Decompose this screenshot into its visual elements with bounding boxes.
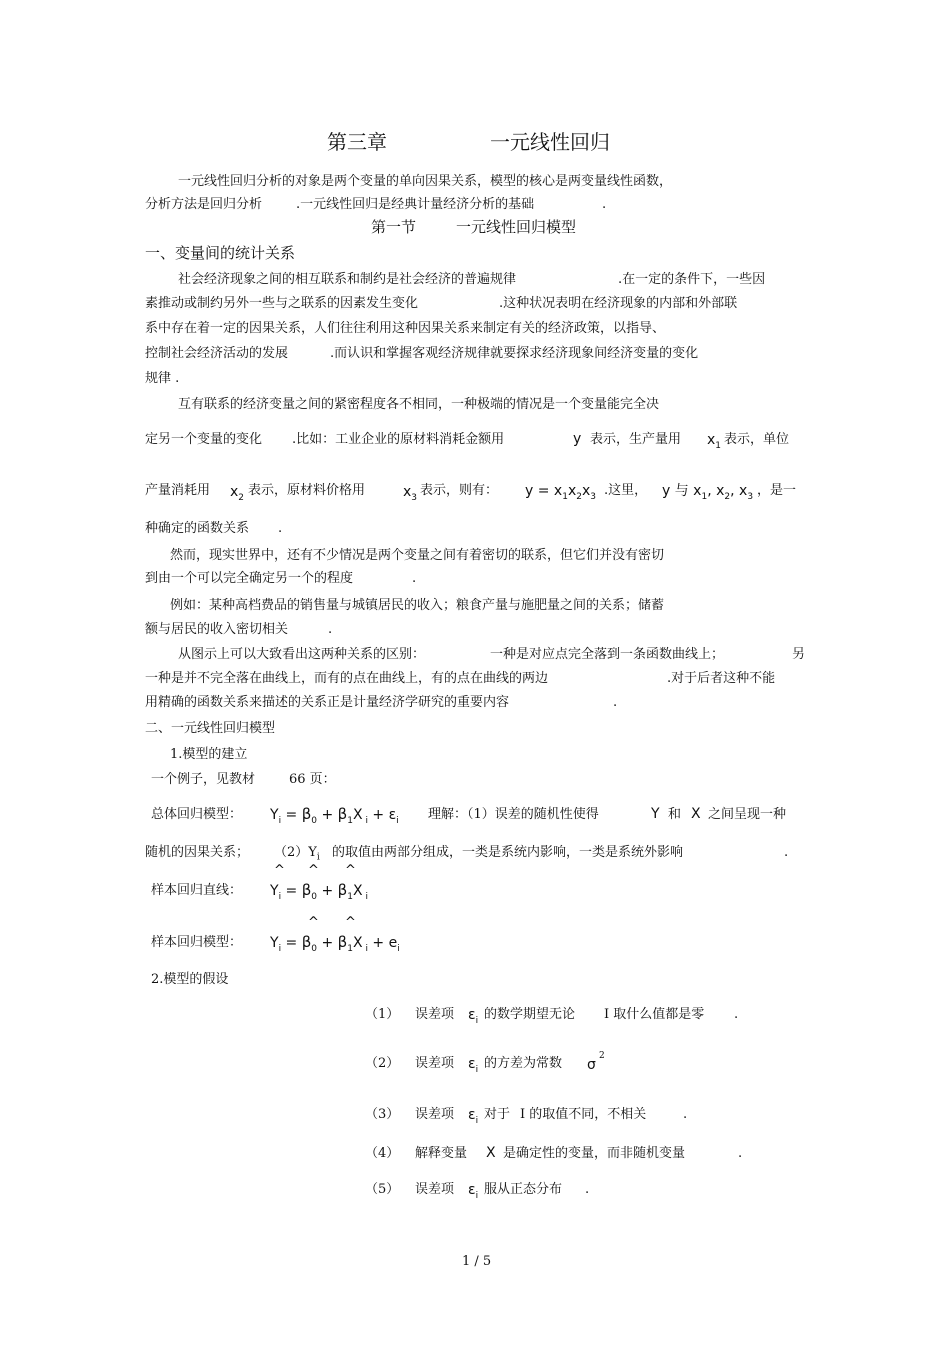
population-equation: $Y_i = \beta_0 + \beta_1X$ $_i + \varepsilon_i$ — [270, 805, 399, 826]
hat-icon: ^ — [308, 863, 319, 878]
sample-model-equation: $Y_i = \beta_0 + \beta_1X$ $_i + e_i$ — [270, 933, 400, 954]
document-page: 第三章 一元线性回归 一元线性回归分析的对象是两个变量的单向因果关系，模型的核心是两变量线性函数， 分析方法是回归分析 .一元线性回归是经典计量经济分析的基础 . 第一节 一元线性回归模型 一、变量间的统计关系 社会经济现象之间的相互联系和制约是社会经济的普遍规律 .在一定的条件下，一些因 素推动或制约另外一些与之联系的因素发生变化 .这种状况表明在经济现象的内部和外部联 系中存在着一定的因果关系，人们往往利用这种因果关系来制定有关的经济政策，以指导、 控制社会经济活动的发展 .而认识和掌握客观经济规律就要探求经济现象间经济变量的变化 规律 . 互有联系的经济变量之间的紧密程度各不相同，一种极端的情况是一个变量能完全决 定另一个变量的变化 .比如：工业企业的原材料消耗金额用 y 表示，生产量用 $x_1$ 表示，单位 产量消耗用 $x_2$ 表示，原材料价格用 $x_3$ 表示，则有： $y = x_1x_2x_3$ .这里， y 与 $x_1$, $x_2$, $x_3$ ，是一 种确定的函数关系 . 然而，现实世界中，还有不少情况是两个变量之间有着密切的联系，但它们并没有密切 到由一个可以完全确定另一个的程度 . 例如：某种高档费品的销售量与城镇居民的收入；粮食产量与施肥量之间的关系；储蓄 额与居民的收入密切相关 . 从图示上可以大致看出这两种关系的区别： 一种是对应点完全落到一条函数曲线上； 另 一种是并不完全落在曲线上，而有的点在曲线上，有的点在曲线的两边 .对于后者这种不能 用精确的函数关系来描述的关系正是计量经济学研究的重要内容 . 二、一元线性回归模型 1.模型的建立 一个例子，见教材 66 页： 总体回归模型： $Y_i = \beta_0 + \beta_1X$ $_i + \varepsilon_i$ 理解：（1）误差的随机性使得 Y 和 X 之间呈现一种 随机的因果关系； $(2)Y_i$ 的取值由两部分组成，一类是系统内影响，一类是系统外影响 . 样本回归直线： ^ ^ ^ $Y_i = \beta_0 + \beta_1X$ $_i$ 样本回归模型： ^ ^ $Y_i = \beta_0 + \beta_1X$ $_i + e_i$ 2.模型的假设 （1） 误差项 $\varepsilon_i$ 的数学期望无论 I 取什么值都是零 . （2） 误差项 $\varepsilon_i$ 的方差为常数 σ 2 （3） 误差项 $\varepsilon_i$ 对于 I 的取值不同，不相关 . （4） 解释变量 X 是确定性的变量，而非随机变量 . （5） 误差项 $\varepsilon_i$ 服从正态分布 . 1 / 5 — [145, 130, 806, 1269]
sample-line-equation: $Y_i = \beta_0 + \beta_1X$ $_i$ — [270, 881, 368, 902]
hat-icon: ^ — [308, 915, 319, 930]
hat-icon: ^ — [274, 863, 285, 878]
equation-deterministic: $y = x_1x_2x_3$ — [525, 483, 596, 502]
chapter-name: 一元线性回归 — [490, 130, 610, 154]
hat-icon: ^ — [345, 863, 356, 878]
chapter-number: 第三章 — [327, 130, 387, 154]
hat-icon: ^ — [345, 915, 356, 930]
